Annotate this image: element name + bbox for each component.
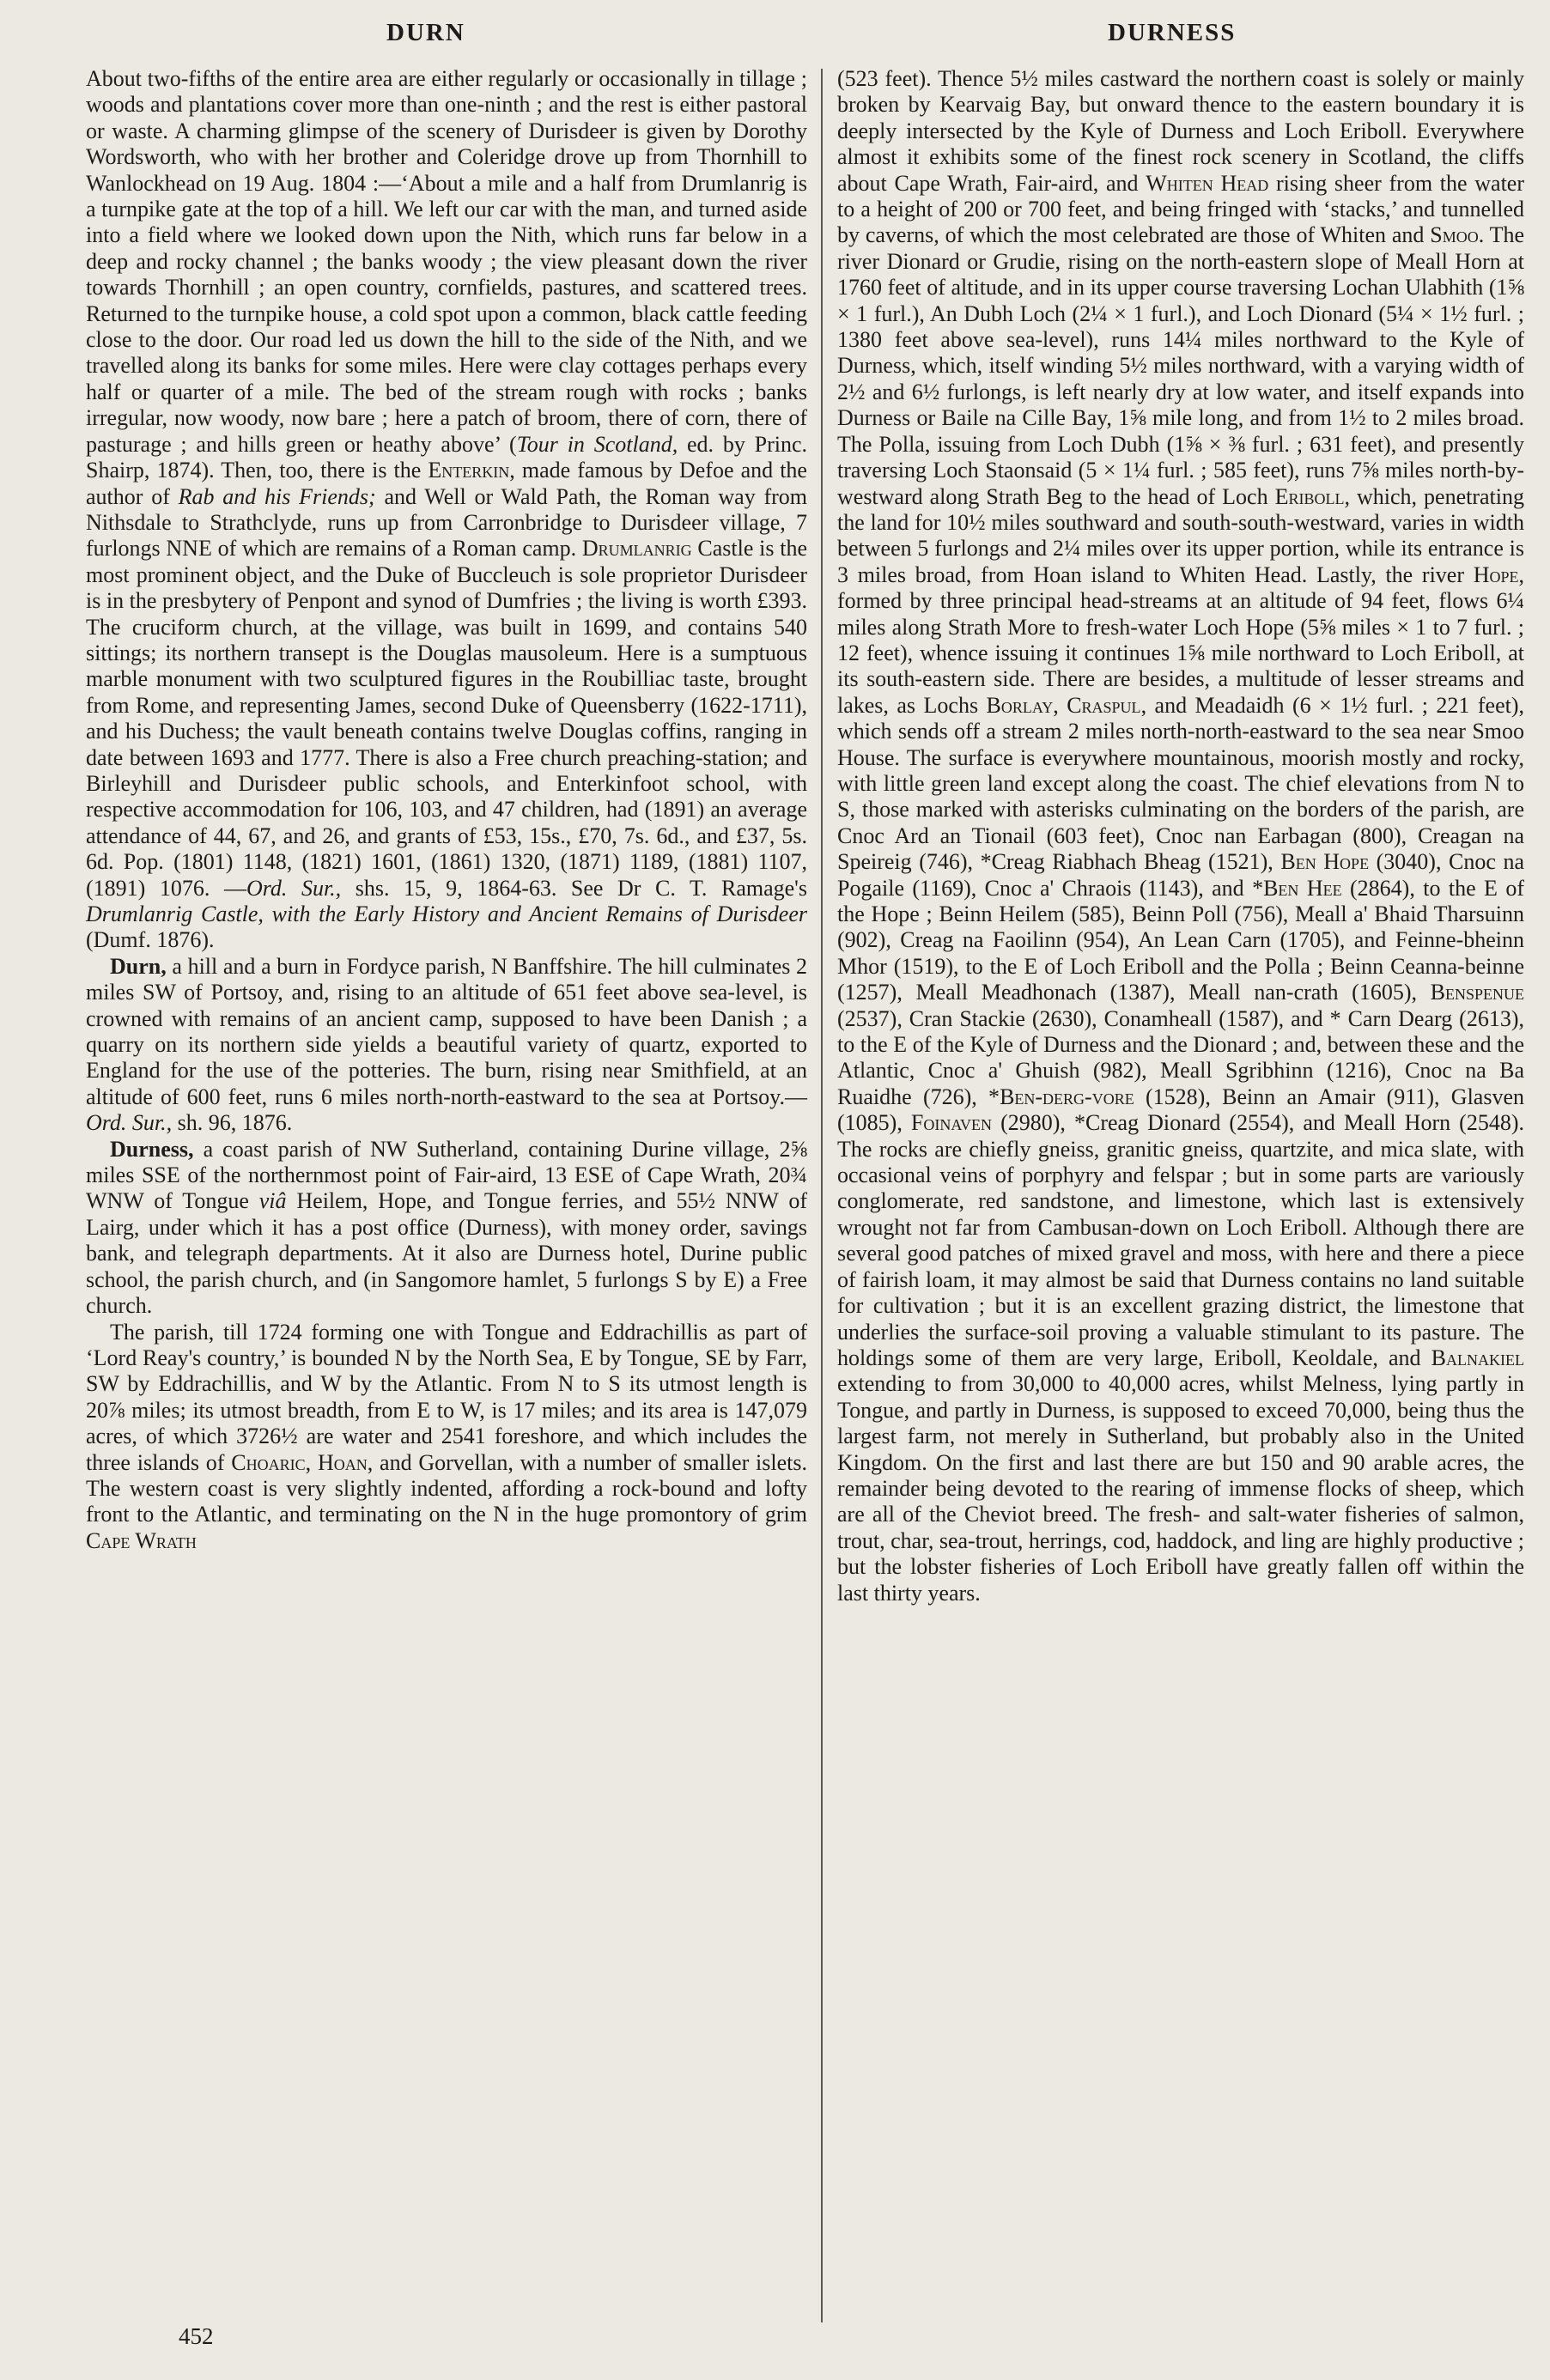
entry-headword: Durn, bbox=[110, 953, 167, 979]
durisdeer-paragraph: About two-fifths of the entire area are either regularly or occasionally in tillage ; woods and plantations cover more than one-ninth ; and the rest is either pastoral or waste. A charming glimpse of the scenery of Durisdeer is given by Dorothy Wordsworth, who with her brother and Coleridge drove up from Thornhill to Wanlockhead on 19 Aug. 1804 :—‘About a mile and a half from Drumlanrig is a turnpike gate at the top of a hill. We left our car with the man, and turned aside into a field where we looked down upon the Nith, which runs far below in a deep and rocky channel ; the banks woody ; the view pleasant down the river towards Thornhill ; an open country, cornfields, pastures, and scattered trees. Returned to the turnpike house, a cold spot upon a common, black cattle feeding close to the door. Our road led us down the hill to the side of the Nith, and we travelled along its banks for some miles. Here were clay cottages perhaps every half or quarter of a mile. The bed of the stream rough with rocks ; banks irregular, now woody, now bare ; here a patch of broom, there of corn, there of pasturage ; and hills green or heathy above’ (Tour in Scotland, ed. by Princ. Shairp, 1874). Then, too, there is the Enterkin, made famous by Defoe and the author of Rab and his Friends; and Well or Wald Path, the Roman way from Nithsdale to Strathclyde, runs up from Carronbridge to Durisdeer village, 7 furlongs NNE of which are remains of a Roman camp. Drumlanrig Castle is the most prominent object, and the Duke of Buccleuch is sole proprietor Durisdeer is in the presbytery of Penpont and synod of Dumfries ; the living is worth £393. The cruciform church, at the village, was built in 1699, and contains 540 sittings; its northern transept is the Douglas mausoleum. Here is a sumptuous marble monument with two sculptured figures in the Roubilliac taste, brought from Rome, and representing James, second Duke of Queensberry (1622-1711), and his Duchess; the vault beneath contains twelve Douglas coffins, ranging in date between 1693 and 1777. There is also a Free church preaching-station; and Birleyhill and Durisdeer public schools, and Enterkinfoot school, with respective accommodation for 106, 103, and 47 children, had (1891) an average attendance of 44, 67, and 26, and grants of £53, 15s., £70, 7s. 6d., and £37, 5s. 6d. Pop. (1801) 1148, (1821) 1601, (1861) 1320, (1871) 1189, (1881) 1107, (1891) 1076. —Ord. Sur., shs. 15, 9, 1864-63. See Dr C. T. Ramage's Drumlanrig Castle, with the Early History and Ancient Remains of Durisdeer (Dumf. 1876). bbox=[86, 66, 808, 953]
running-head-right: DURNESS bbox=[1108, 19, 1237, 46]
running-head-left: DURN bbox=[386, 19, 465, 46]
durness-entry: Durness, a coast parish of NW Sutherland, containing Durine village, 2⅝ miles SSE of the northernmost point of Fair-aird, 13 ESE of Cape Wrath, 20¾ WNW of Tongue viâ Heilem, Hope, and Tongue ferries, and 55½ NNW of Lairg, under which it has a post office (Durness), with money order, savings bank, and telegraph departments. At it also are Durness hotel, Durine public school, the parish church, and (in Sangomore hamlet, 5 furlongs S by E) a Free church. bbox=[86, 1136, 807, 1319]
left-column bbox=[86, 66, 807, 1554]
column-divider bbox=[821, 69, 823, 2322]
page-number: 452 bbox=[179, 2323, 214, 2349]
entry-headword: Durness, bbox=[110, 1136, 194, 1162]
durness-continued-paragraph: (523 feet). Thence 5½ miles castward the northern coast is solely or mainly broken by Kearvaig Bay, but onward thence to the eastern boundary it is deeply intersected by the Kyle of Durness and Loch Eriboll. Everywhere almost it exhibits some of the finest rock scenery in Scotland, the cliffs about Cape Wrath, Fair-aird, and Whiten Head rising sheer from the water to a height of 200 or 700 feet, and being fringed with ‘stacks,’ and tunnelled by caverns, of which the most celebrated are those of Whiten and Smoo. The river Dionard or Grudie, rising on the north-eastern slope of Meall Horn at 1760 feet of altitude, and in its upper course traversing Lochan Ulabhith (1⅝ × 1 furl.), An Dubh Loch (2¼ × 1 furl.), and Loch Dionard (5¼ × 1½ furl. ; 1380 feet above sea-level), runs 14¼ miles northward to the Kyle of Durness, which, itself winding 5½ miles northward, with a varying width of 2½ and 6½ furlongs, is left nearly dry at low water, and itself expands into Durness or Baile na Cille Bay, 1⅝ mile long, and from 1½ to 2 miles broad. The Polla, issuing from Loch Dubh (1⅝ × ⅜ furl. ; 631 feet), and presently traversing Loch Staonsaid (5 × 1¼ furl. ; 585 feet), runs 7⅝ miles north-by-westward along Strath Beg to the head of Loch Eriboll, which, penetrating the land for 10½ miles southward and south-south-westward, varies in width between 5 furlongs and 2¼ miles over its upper portion, while its entrance is 3 miles broad, from Hoan island to Whiten Head. Lastly, the river Hope, formed by three principal head-streams at an altitude of 94 feet, flows 6¼ miles along Strath More to fresh-water Loch Hope (5⅝ miles × 1 to 7 furl. ; 12 feet), whence issuing it continues 1⅝ mile northward to Loch Eriboll, at its south-eastern side. There are besides, a multitude of lesser streams and lakes, as Lochs Borlay, Craspul, and Meadaidh (6 × 1½ furl. ; 221 feet), which sends off a stream 2 miles north-north-eastward to the sea near Smoo House. The surface is everywhere mountainous, moorish mostly and rocky, with little green land except along the coast. The chief elevations from N to S, those marked with asterisks culminating on the borders of the parish, are Cnoc Ard an Tionail (603 feet), Cnoc nan Earbagan (800), Creagan na Speireig (746), *Creag Riabhach Bheag (1521), Ben Hope (3040), Cnoc na Pogaile (1169), Cnoc a' Chraois (1143), and *Ben Hee (2864), to the E of the Hope ; Beinn Heilem (585), Beinn Poll (756), Meall a' Bhaid Tharsuinn (902), Creag na Faoilinn (954), An Lean Carn (1705), and Feinne-bheinn Mhor (1519), to the E of Loch Eriboll and the Polla ; Beinn Ceanna-beinne (1257), Meall Meadhonach (1387), Meall nan-crath (1605), Benspenue (2537), Cran Stackie (2630), Conamheall (1587), and * Carn Dearg (2613), to the E of the Kyle of Durness and the Dionard ; and, between these and the Atlantic, Cnoc a' Ghuish (982), Meall Sgribhinn (1216), Cnoc na Ba Ruaidhe (726), *Ben-derg-vore (1528), Beinn an Amair (911), Glasven (1085), Foinaven (2980), *Creag Dionard (2554), and Meall Horn (2548). The rocks are chiefly gneiss, granitic gneiss, quartzite, and mica slate, with occasional veins of porphyry and felspar ; but in some parts are variously conglomerate, red sandstone, and limestone, which last is extensively wrought not far from Cambusan-down on Loch Eriboll. Although there are several good patches of mixed gravel and moss, with here and there a piece of fairish loam, it may almost be said that Durness contains no land suitable for cultivation ; but it is an excellent grazing district, the limestone that underlies the surface-soil proving a valuable stimulant to its pasture. The holdings some of them are very large, Eriboll, Keoldale, and Balnakiel extending to from 30,000 to 40,000 acres, whilst Melness, lying partly in Tongue, and partly in Durness, is supposed to exceed 70,000, being thus the largest farm, not merely in Sutherland, but probably also in the United Kingdom. On the first and last there are but 150 and 90 arable acres, the remainder being devoted to the rearing of immense flocks of sheep, which are all of the Cheviot breed. The fresh- and salt-water fisheries of salmon, trout, char, sea-trout, herrings, cod, haddock, and ling are highly productive ; but the lobster fisheries of Loch Eriboll have greatly fallen off within the last thirty years. bbox=[837, 66, 1525, 1606]
durness-parish-paragraph: The parish, till 1724 forming one with Tongue and Eddrachillis as part of ‘Lord Reay's country,’ is bounded N by the North Sea, E by Tongue, SE by Farr, SW by Eddrachillis, and W by the Atlantic. From N to S its utmost length is 20⅞ miles; its utmost breadth, from E to W, is 17 miles; and its area is 147,079 acres, of which 3726½ are water and 2541 foreshore, and which includes the three islands of Choaric, Hoan, and Gorvellan, with a number of smaller islets. The western coast is very slightly indented, affording a rock-bound and lofty front to the Atlantic, and terminating on the N in the huge promontory of grim Cape Wrath bbox=[86, 1319, 807, 1553]
right-column bbox=[837, 66, 1524, 1606]
durn-entry: Durn, a hill and a burn in Fordyce parish, N Banffshire. The hill culminates 2 miles SW of Portsoy, and, rising to an altitude of 651 feet above sea-level, is crowned with remains of an ancient camp, supposed to have been Danish ; a quarry on its northern side yields a beautiful variety of quartz, exported to England for the use of the potteries. The burn, rising near Smithfield, at an altitude of 600 feet, runs 6 miles north-north-eastward to the sea at Portsoy.—Ord. Sur., sh. 96, 1876. bbox=[86, 953, 807, 1136]
